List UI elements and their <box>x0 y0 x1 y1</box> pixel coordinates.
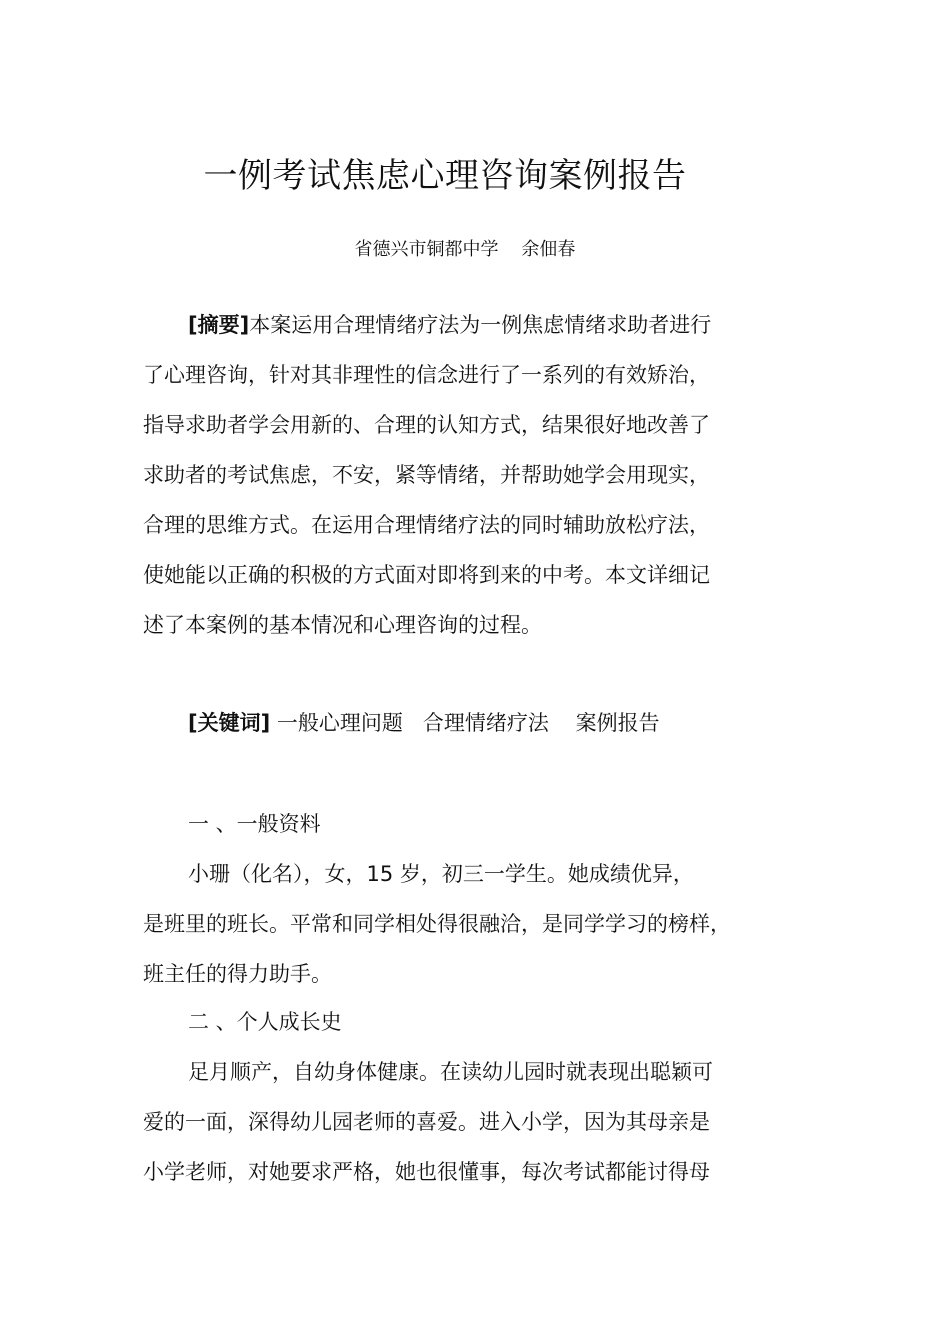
section-line: 爱的一面，深得幼儿园老师的喜爱。进入小学，因为其母亲是 <box>143 1110 710 1134</box>
document-title: 一例考试焦虑心理咨询案例报告 <box>203 156 687 196</box>
section-line: 小学老师，对她要求严格，她也很懂事，每次考试都能讨得母 <box>143 1160 710 1184</box>
abstract-paragraph <box>143 300 783 650</box>
keywords-paragraph <box>143 698 783 748</box>
abstract-text: 本案运用合理情绪疗法为一例焦虑情绪求助者进行 <box>249 313 712 337</box>
abstract-line: 了心理咨询，针对其非理性的信念进行了一系列的有效矫治， <box>143 363 710 387</box>
section-line: 是班里的班长。平常和同学相处得很融洽，是同学学习的榜样， <box>143 912 731 936</box>
keywords-line <box>143 698 783 748</box>
section-general-info <box>143 799 783 999</box>
abstract-line: 使她能以正确的积极的方式面对即将到来的中考。本文详细记 <box>143 563 710 587</box>
abstract-line: 指导求助者学会用新的、合理的认知方式，结果很好地改善了 <box>143 413 710 437</box>
abstract-line <box>143 300 783 350</box>
abstract-label: [摘要] <box>188 313 250 337</box>
abstract-line: 求助者的考试焦虑，不安，紧等情绪，并帮助她学会用现实， <box>143 463 710 487</box>
section-heading: 一 、一般资料 <box>188 812 321 836</box>
section-line: 足月顺产，自幼身体健康。在读幼儿园时就表现出聪颖可 <box>188 1060 713 1084</box>
keywords-label: [关键词] <box>188 711 271 735</box>
section-heading: 二 、个人成长史 <box>188 1010 342 1034</box>
section-growth-history <box>143 997 783 1197</box>
section-line: 小珊（化名），女，15 岁，初三一学生。她成绩优异， <box>188 862 694 886</box>
keywords-text: 一般心理问题 合理情绪疗法 案例报告 <box>270 711 660 735</box>
author-line: 省德兴市铜都中学 余佃春 <box>354 239 576 260</box>
abstract-line: 述了本案例的基本情况和心理咨询的过程。 <box>143 613 542 637</box>
abstract-line: 合理的思维方式。在运用合理情绪疗法的同时辅助放松疗法， <box>143 513 710 537</box>
section-line: 班主任的得力助手。 <box>143 962 332 986</box>
